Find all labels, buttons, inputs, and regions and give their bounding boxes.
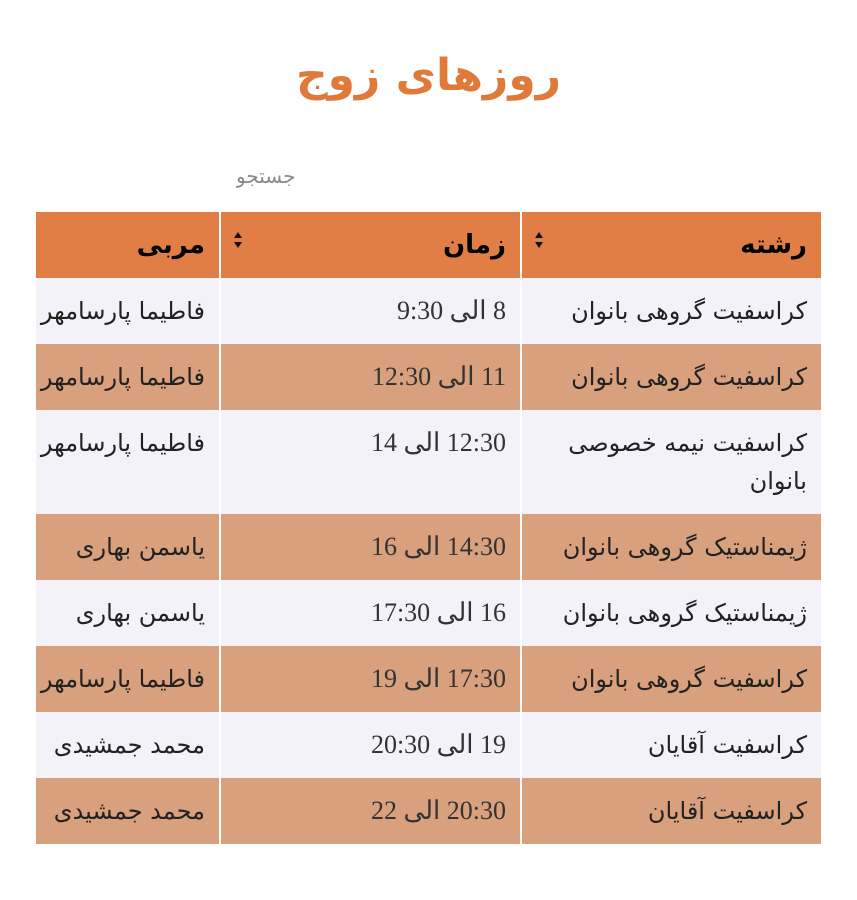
column-header-label: رشته <box>740 230 807 260</box>
table-row <box>36 344 821 410</box>
cell-field: کراسفیت نیمه خصوصی بانوان <box>521 410 821 514</box>
sort-icon[interactable] <box>233 228 243 252</box>
cell-coach: یاسمن بهاری <box>36 580 220 646</box>
table-row <box>36 278 821 344</box>
cell-time: 19 الی 20:30 <box>220 712 521 778</box>
cell-field: کراسفیت گروهی بانوان <box>521 646 821 712</box>
cell-field: کراسفیت آقایان <box>521 778 821 844</box>
table-header-row <box>36 212 821 278</box>
cell-coach: محمد جمشیدی <box>36 712 220 778</box>
cell-field: کراسفیت گروهی بانوان <box>521 278 821 344</box>
cell-time: 11 الی 12:30 <box>220 344 521 410</box>
cell-coach: یاسمن بهاری <box>36 514 220 580</box>
page-title: روزهای زوج <box>295 50 562 101</box>
table-row <box>36 580 821 646</box>
table-row <box>36 646 821 712</box>
cell-field: ژیمناستیک گروهی بانوان <box>521 580 821 646</box>
column-header-label: زمان <box>442 230 506 260</box>
cell-time: 8 الی 9:30 <box>220 278 521 344</box>
cell-field: ژیمناستیک گروهی بانوان <box>521 514 821 580</box>
search-box <box>226 158 486 194</box>
sort-icon[interactable] <box>534 228 544 252</box>
table-row <box>36 712 821 778</box>
column-header-coach <box>36 212 220 278</box>
table-row <box>36 410 821 514</box>
cell-field: کراسفیت گروهی بانوان <box>521 344 821 410</box>
cell-coach: محمد جمشیدی <box>36 778 220 844</box>
cell-time: 14:30 الی 16 <box>220 514 521 580</box>
cell-field: کراسفیت آقایان <box>521 712 821 778</box>
cell-time: 17:30 الی 19 <box>220 646 521 712</box>
column-header-field[interactable] <box>521 212 821 278</box>
schedule-table <box>36 212 821 844</box>
table-row <box>36 778 821 844</box>
column-header-label: مربی <box>136 230 205 260</box>
cell-coach: فاطیما پارسامهر <box>36 410 220 514</box>
cell-coach: فاطیما پارسامهر <box>36 278 220 344</box>
search-input[interactable] <box>226 158 486 194</box>
column-header-time[interactable] <box>220 212 521 278</box>
cell-time: 20:30 الی 22 <box>220 778 521 844</box>
cell-time: 12:30 الی 14 <box>220 410 521 514</box>
table-row <box>36 514 821 580</box>
cell-time: 16 الی 17:30 <box>220 580 521 646</box>
cell-coach: فاطیما پارسامهر <box>36 344 220 410</box>
cell-coach: فاطیما پارسامهر <box>36 646 220 712</box>
